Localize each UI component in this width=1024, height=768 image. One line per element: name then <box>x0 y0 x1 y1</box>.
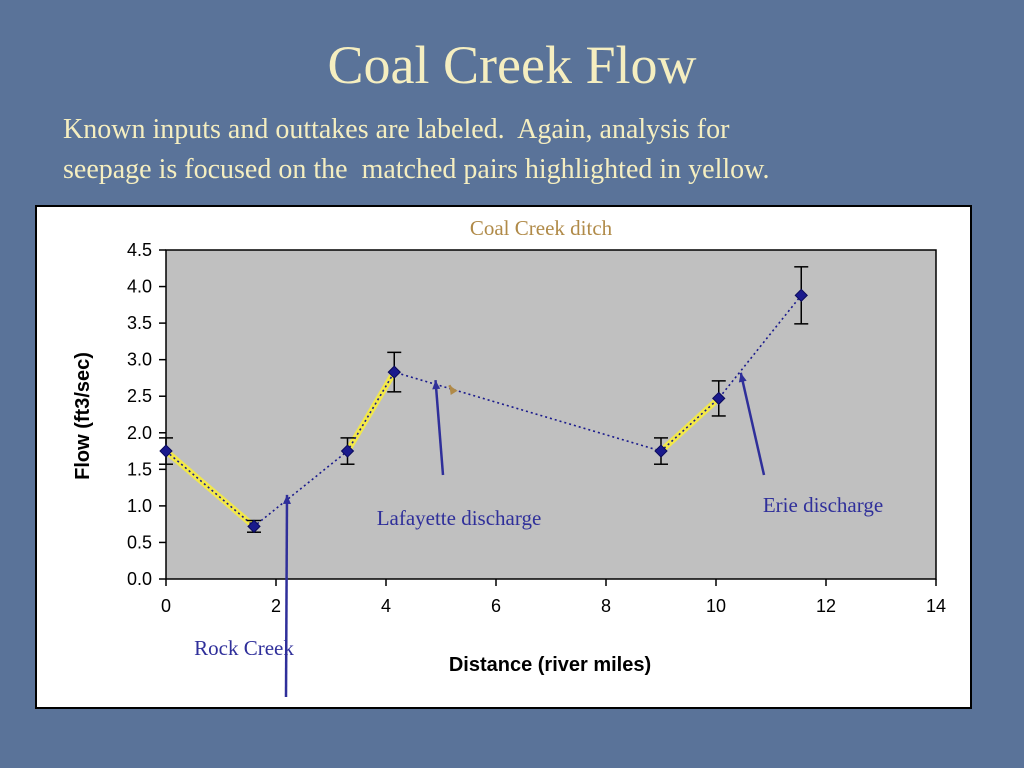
x-tick-label-3: 6 <box>490 596 502 616</box>
slide-title: Coal Creek Flow <box>327 35 697 95</box>
x-tick-label-5: 10 <box>705 596 727 616</box>
y-tick-label-0: 0.0 <box>126 569 152 589</box>
x-axis-title: Distance (river miles) <box>448 654 652 676</box>
y-tick-label-1: 0.5 <box>126 532 152 553</box>
annotation-label-3: Erie discharge <box>762 493 884 517</box>
x-tick-label-6: 12 <box>815 596 837 616</box>
flow-chart <box>37 207 970 707</box>
annotation-arrow-2 <box>286 495 287 697</box>
y-tick-label-3: 1.5 <box>126 459 152 480</box>
annotation-label-0: Coal Creek ditch <box>469 216 613 240</box>
subtitle-line-1: Known inputs and outtakes are labeled. Again, analysis for <box>63 114 730 145</box>
y-tick-label-7: 3.5 <box>126 313 152 334</box>
y-tick-label-8: 4.0 <box>126 276 152 297</box>
plot-area <box>166 250 936 579</box>
y-axis-title: Flow (ft3/sec) <box>72 352 94 480</box>
subtitle-line-2: seepage is focused on the matched pairs highlighted in yellow. <box>63 154 770 185</box>
y-tick-label-9: 4.5 <box>126 240 152 260</box>
chart-frame <box>35 205 972 709</box>
annotation-label-1: Lafayette discharge <box>376 506 542 530</box>
x-tick-label-1: 2 <box>270 596 282 616</box>
x-tick-label-2: 4 <box>380 596 392 616</box>
y-tick-label-5: 2.5 <box>126 386 152 407</box>
x-tick-label-7: 14 <box>925 596 947 616</box>
x-tick-label-0: 0 <box>160 596 172 616</box>
y-tick-label-6: 3.0 <box>126 349 152 370</box>
annotation-label-2: Rock Creek <box>194 636 294 660</box>
x-tick-label-4: 8 <box>600 596 612 616</box>
y-tick-label-2: 1.0 <box>126 495 152 516</box>
y-tick-label-4: 2.0 <box>126 422 152 443</box>
